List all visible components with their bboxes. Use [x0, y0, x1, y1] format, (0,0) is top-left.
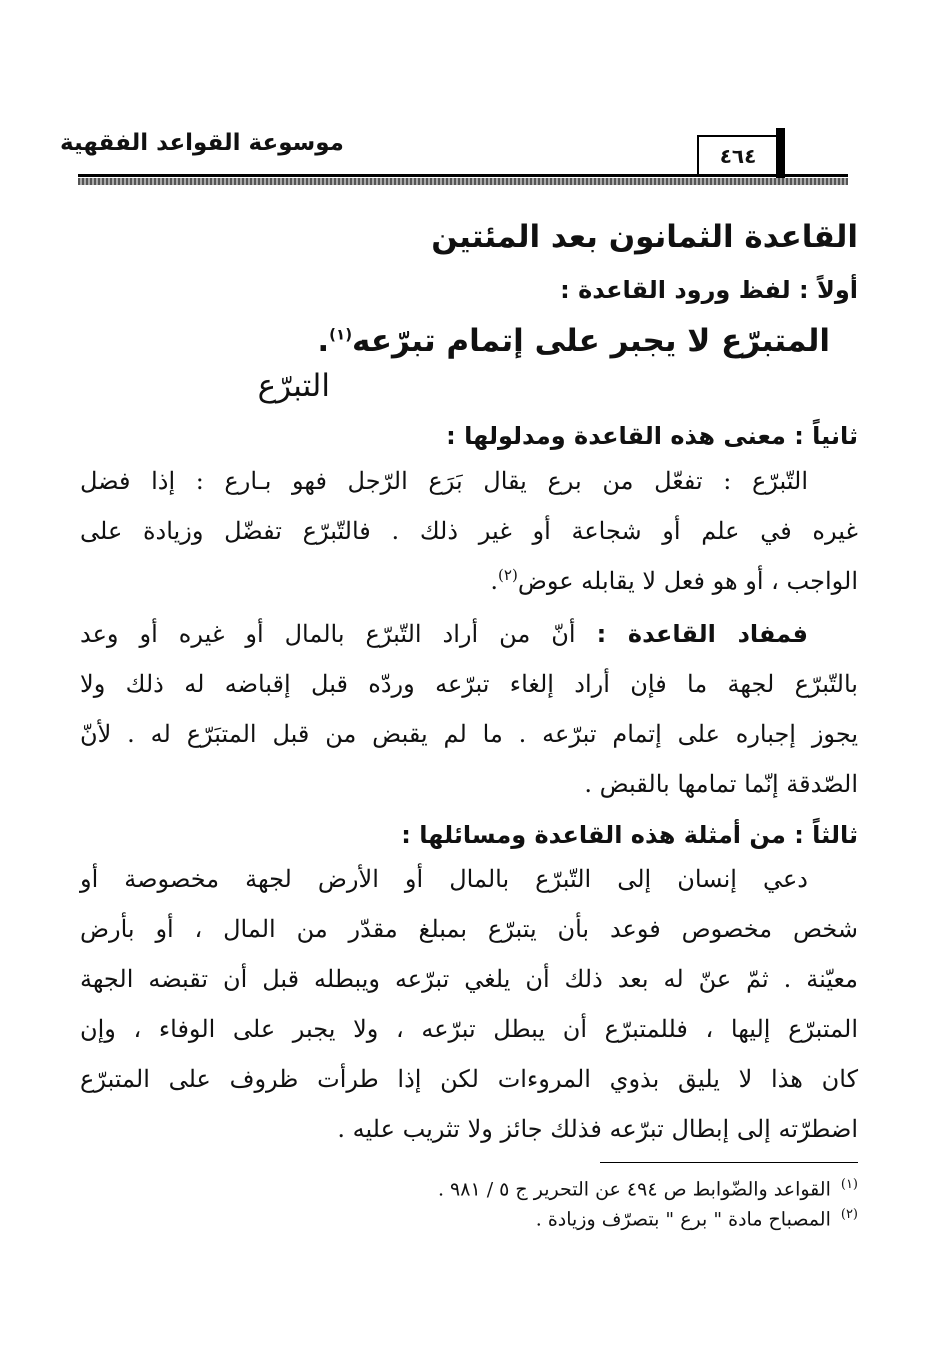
page-number-bar [776, 128, 785, 180]
paragraph-2-lead: فمفاد القاعدة : [596, 620, 808, 648]
paragraph-3-line-2: شخص مخصوص فوعد بأن يتبرّع بمبلغ مقدّر من المال ، أو بأرض [80, 915, 858, 943]
paragraph-2-line-1 [80, 617, 808, 651]
paragraph-3-line-3: معيّنة . ثمّ عنّ له بعد ذلك أن يلغي تبرّعه ويبطله قبل أن تقبضه الجهة [80, 965, 858, 993]
paragraph-1-line-3 [490, 564, 858, 598]
paragraph-3-line-1: دعي إنسان إلى التّبرّع بالمال أو الأرض لجهة مخصوصة أو [80, 865, 808, 893]
paragraph-1-line-1: التّبرّع : تفعّل من برع يقال بَرَع الرّجل فهو بـارع : إذا فضل [80, 467, 808, 495]
rule-text-main: المتبرّع لا يجبر على إتمام تبرّعه [352, 323, 830, 359]
rule-text-end: . [317, 323, 330, 359]
running-header-title: موسوعة القواعد الفقهية [60, 130, 344, 156]
footnote-2-text: المصباح مادة " برع " بتصرّف وزيادة . [535, 1208, 831, 1231]
section-heading-second: ثانياً : معنى هذه القاعدة ومدلولها : [446, 422, 858, 450]
rule-heading: القاعدة الثمانون بعد المئتين [431, 219, 858, 255]
paragraph-3-line-6: اضطرّته إلى إبطال تبرّعه فذلك جائز ولا تثريب عليه . [337, 1115, 858, 1143]
paragraph-1-line-2: غيره في علم أو شجاعة أو غير ذلك . فالتّبرّع تفضّل وزيادة على [80, 517, 858, 545]
footnote-1-text: القواعد والضّوابط ص ٤٩٤ عن التحرير ج ٥ / ٩٨١ . [437, 1178, 831, 1201]
rule-text [317, 320, 830, 362]
keyword: التبرّع [257, 368, 330, 404]
paragraph-2-line-1-text: أنّ من أراد التّبرّع بالمال أو غيره أو وعد [80, 620, 576, 648]
footnote-2 [536, 1202, 858, 1232]
section-heading-third: ثالثاً : من أمثلة هذه القاعدة ومسائلها : [401, 821, 858, 849]
footnote-separator [600, 1162, 858, 1163]
paragraph-3-line-5: كان هذا لا يليق بذوي المروءات لكن إذا طرأت ظروف على المتبرّع [80, 1065, 858, 1093]
footnote-ref-1[interactable]: (١) [329, 325, 353, 344]
footnote-2-number: (٢) [840, 1207, 858, 1222]
paragraph-3-line-4: المتبرّع إليها ، فللمتبرّع أن يبطل تبرّعه ، ولا يجبر على الوفاء ، وإن [80, 1015, 858, 1043]
footnote-1 [438, 1172, 858, 1202]
header-hatched-rule [78, 178, 848, 185]
paragraph-1-line-3-end: . [490, 567, 499, 595]
section-heading-first: أولاً : لفظ ورود القاعدة : [560, 276, 858, 304]
paragraph-2-line-3: يجوز إجباره على إتمام تبرّعه . ما لم يقبض من قبل المتبَرّع له . لأنّ [80, 720, 858, 748]
footnote-ref-2[interactable]: (٢) [498, 566, 518, 584]
paragraph-2-line-2: بالتّبرّع لجهة ما فإن أراد إلغاء تبرّعه وردّه قبل إقباضه له ذلك ولا [80, 670, 858, 698]
footnote-1-number: (١) [840, 1177, 858, 1192]
paragraph-1-line-3-text: الواجب ، أو هو فعل لا يقابله عوض [517, 567, 858, 595]
page-number: ٤٦٤ [697, 135, 779, 177]
paragraph-2-line-4: الصّدقة إنّما تمامها بالقبض . [584, 770, 858, 798]
header-rule [78, 174, 848, 177]
